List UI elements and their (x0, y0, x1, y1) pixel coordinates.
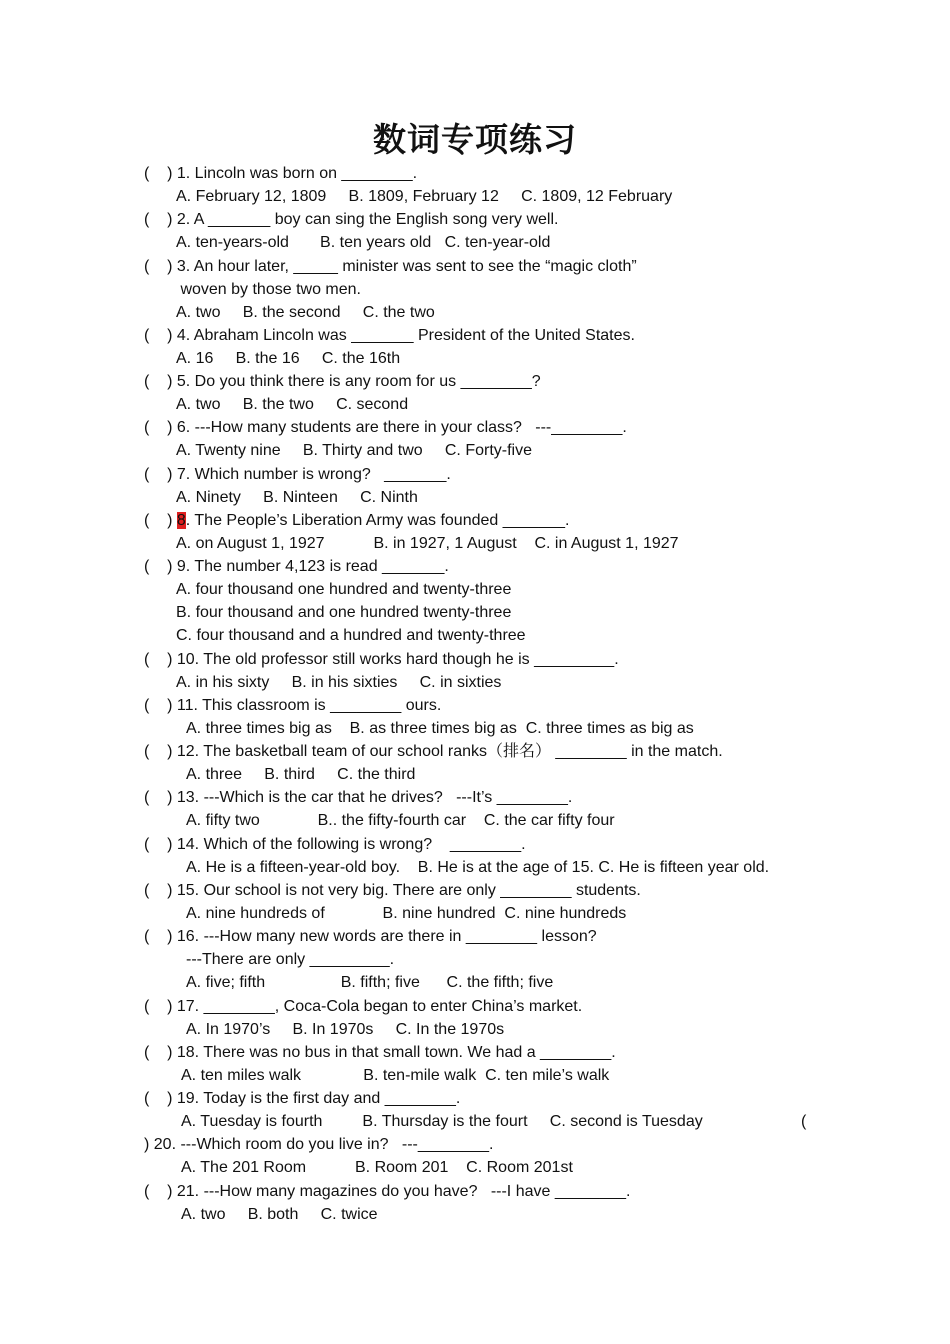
question-11-options: A. three times big as B. as three times big as C. three times as big as (186, 720, 694, 737)
question-9-option-b: B. four thousand and one hundred twenty-three (176, 604, 512, 621)
question-11-stem: ( ) 11. This classroom is ________ ours. (144, 697, 442, 714)
question-20-open-paren: ( (801, 1113, 807, 1130)
question-1-stem: ( ) 1. Lincoln was born on ________. (144, 165, 418, 182)
question-5-options: A. two B. the two C. second (176, 396, 409, 413)
question-18-options: A. ten miles walk B. ten-mile walk C. ten mile’s walk (181, 1067, 610, 1084)
question-3-stem-continued: woven by those two men. (176, 281, 361, 298)
question-5-stem: ( ) 5. Do you think there is any room for us ________? (144, 373, 541, 390)
question-12-stem: ( ) 12. The basketball team of our school ranks（排名） ________ in the match. (144, 743, 723, 760)
question-14-options: A. He is a fifteen-year-old boy. B. He is at the age of 15. C. He is fifteen year old. (186, 859, 770, 876)
question-19-options: A. Tuesday is fourth B. Thursday is the fourt C. second is Tuesday (181, 1113, 703, 1130)
question-8-options: A. on August 1, 1927 B. in 1927, 1 August C. in August 1, 1927 (176, 535, 679, 552)
question-6-options: A. Twenty nine B. Thirty and two C. Forty-five (176, 442, 532, 459)
page-title: 数词专项练习 (373, 120, 577, 159)
question-18-stem: ( ) 18. There was no bus in that small town. We had a ________. (144, 1044, 616, 1061)
question-8-number-highlight: 8 (176, 512, 186, 529)
question-3-options: A. two B. the second C. the two (176, 304, 435, 321)
question-12-options: A. three B. third C. the third (186, 766, 416, 783)
question-8-stem (144, 511, 569, 531)
question-7-stem: ( ) 7. Which number is wrong? _______. (144, 466, 451, 483)
question-10-stem: ( ) 10. The old professor still works hard though he is _________. (144, 651, 619, 668)
question-6-stem: ( ) 6. ---How many students are there in your class? ---________. (144, 419, 627, 436)
question-3-stem: ( ) 3. An hour later, _____ minister was sent to see the “magic cloth” (144, 258, 637, 275)
question-21-options: A. two B. both C. twice (181, 1206, 378, 1223)
question-15-stem: ( ) 15. Our school is not very big. There are only ________ students. (144, 882, 641, 899)
question-9-stem: ( ) 9. The number 4,123 is read _______. (144, 558, 449, 575)
question-8-text: . The People’s Liberation Army was founded _______. (185, 512, 570, 529)
question-9-option-c: C. four thousand and a hundred and twenty-three (176, 627, 526, 644)
question-20-options: A. The 201 Room B. Room 201 C. Room 201st (181, 1159, 573, 1176)
question-16-options: A. five; fifth B. fifth; five C. the fifth; five (186, 974, 554, 991)
question-4-stem: ( ) 4. Abraham Lincoln was _______ President of the United States. (144, 327, 635, 344)
question-7-options: A. Ninety B. Ninteen C. Ninth (176, 489, 418, 506)
question-8-paren: ( ) (144, 512, 177, 529)
question-15-options: A. nine hundreds of B. nine hundred C. nine hundreds (186, 905, 627, 922)
question-16-stem: ( ) 16. ---How many new words are there in ________ lesson? (144, 928, 597, 945)
question-2-options: A. ten-years-old B. ten years old C. ten-year-old (176, 234, 551, 251)
question-4-options: A. 16 B. the 16 C. the 16th (176, 350, 401, 367)
question-17-options: A. In 1970’s B. In 1970s C. In the 1970s (186, 1021, 505, 1038)
question-2-stem: ( ) 2. A _______ boy can sing the English song very well. (144, 211, 559, 228)
question-20-stem: ) 20. ---Which room do you live in? ---________. (144, 1136, 494, 1153)
question-14-stem: ( ) 14. Which of the following is wrong? ________. (144, 836, 526, 853)
question-13-stem: ( ) 13. ---Which is the car that he drives? ---It’s ________. (144, 789, 573, 806)
question-16-stem-continued: ---There are only _________. (186, 951, 395, 968)
question-1-options: A. February 12, 1809 B. 1809, February 12 C. 1809, 12 February (176, 188, 673, 205)
question-17-stem: ( ) 17. ________, Coca-Cola began to enter China’s market. (144, 998, 583, 1015)
question-13-options: A. fifty two B.. the fifty-fourth car C. the car fifty four (186, 812, 615, 829)
question-9-option-a: A. four thousand one hundred and twenty-three (176, 581, 512, 598)
question-10-options: A. in his sixty B. in his sixties C. in sixties (176, 674, 502, 691)
question-21-stem: ( ) 21. ---How many magazines do you have? ---I have ________. (144, 1183, 631, 1200)
question-19-stem: ( ) 19. Today is the first day and ________. (144, 1090, 461, 1107)
